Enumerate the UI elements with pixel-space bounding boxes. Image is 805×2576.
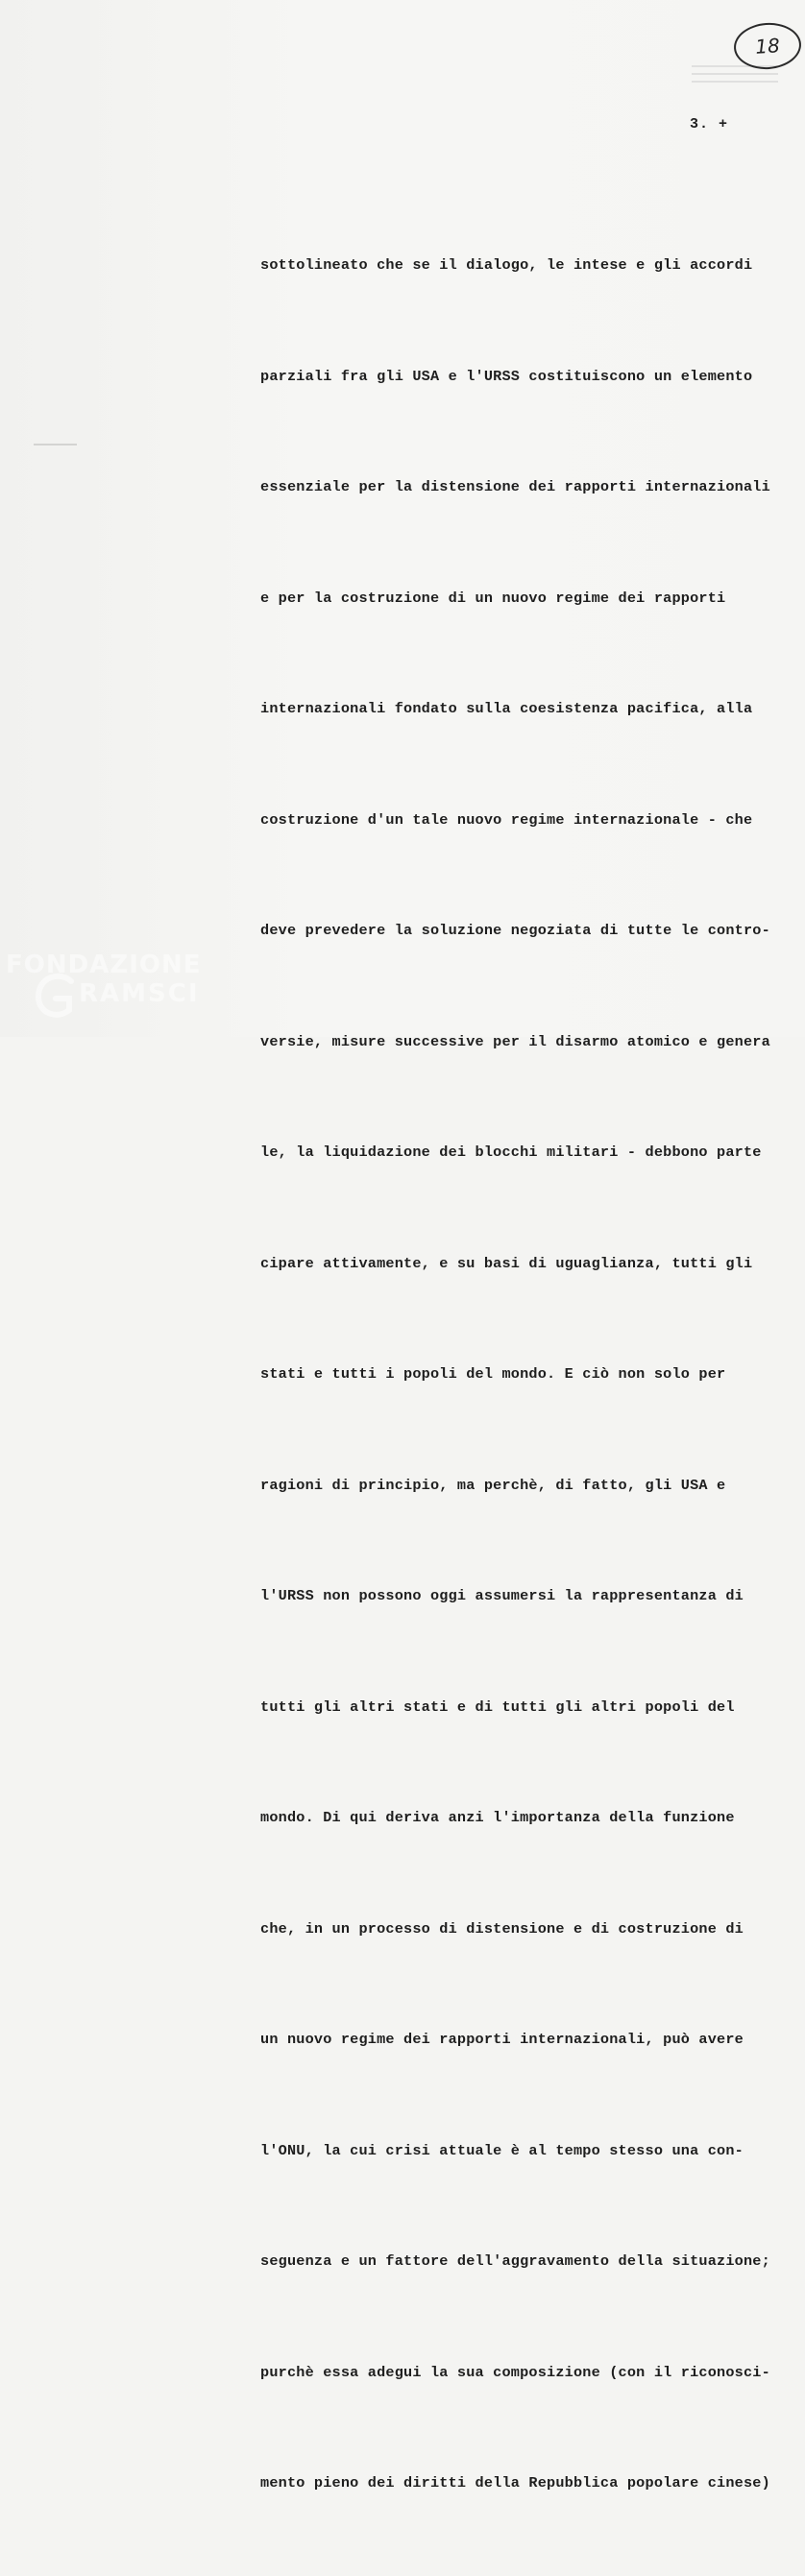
watermark-line-1: FONDAZIONE [6, 951, 202, 979]
text-line: un nuovo regime dei rapporti internazionali, può avere [260, 2031, 744, 2048]
text-line: cipare attivamente, e su basi di uguaglianza, tutti gli [260, 1254, 753, 1272]
text-line: l'ONU, la cui crisi attuale è al tempo stesso una con- [260, 2141, 744, 2159]
text-line: essenziale per la distensione dei rapporti internazionali [260, 478, 770, 495]
margin-mark [34, 444, 77, 445]
fondazione-gramsci-watermark [4, 951, 206, 1027]
text-line: versie, misure successive per il disarmo atomico e genera [260, 1032, 770, 1050]
text-line: tutti gli altri stati e di tutti gli altri popoli del [260, 1697, 735, 1716]
text-line: costruzione d'un tale nuovo regime internazionale - che [260, 810, 753, 829]
text-line: seguenza e un fattore dell'aggravamento della situazione; [260, 2252, 770, 2270]
typed-body-text [260, 173, 804, 2576]
text-line: che, in un processo di distensione e di costruzione di [260, 1919, 744, 1938]
text-line: sottolineato che se il dialogo, le intese e gli accordi [260, 256, 753, 274]
text-line: purchè essa adegui la sua composizione (con il riconosci- [260, 2363, 770, 2381]
text-line: deve prevedere la soluzione negoziata di tutte le contro- [260, 922, 770, 939]
page-number: 3. + [690, 116, 729, 132]
text-line: le, la liquidazione dei blocchi militari - debbono parte [260, 1144, 762, 1161]
text-line: e per la costruzione di un nuovo regime dei rapporti [260, 589, 726, 607]
text-line: internazionali fondato sulla coesistenza pacifica, alla [260, 700, 753, 717]
watermark-line-2: RAMSCI [79, 979, 200, 1008]
text-line: parziali fra gli USA e l'URSS costituiscono un elemento [260, 367, 753, 385]
text-line: stati e tutti i popoli del mondo. E ciò non solo per [260, 1365, 726, 1383]
g-swirl-logo-icon [33, 972, 79, 1022]
text-line: ragioni di principio, ma perchè, di fatto, gli USA e [260, 1476, 726, 1494]
text-line: l'URSS non possono oggi assumersi la rappresentanza di [260, 1587, 744, 1604]
text-line: mento pieno dei diritti della Repubblica popolare cinese) [260, 2474, 770, 2492]
folio-number-text: 18 [754, 34, 781, 59]
text-line: mondo. Di qui deriva anzi l'importanza della funzione [260, 1809, 735, 1826]
